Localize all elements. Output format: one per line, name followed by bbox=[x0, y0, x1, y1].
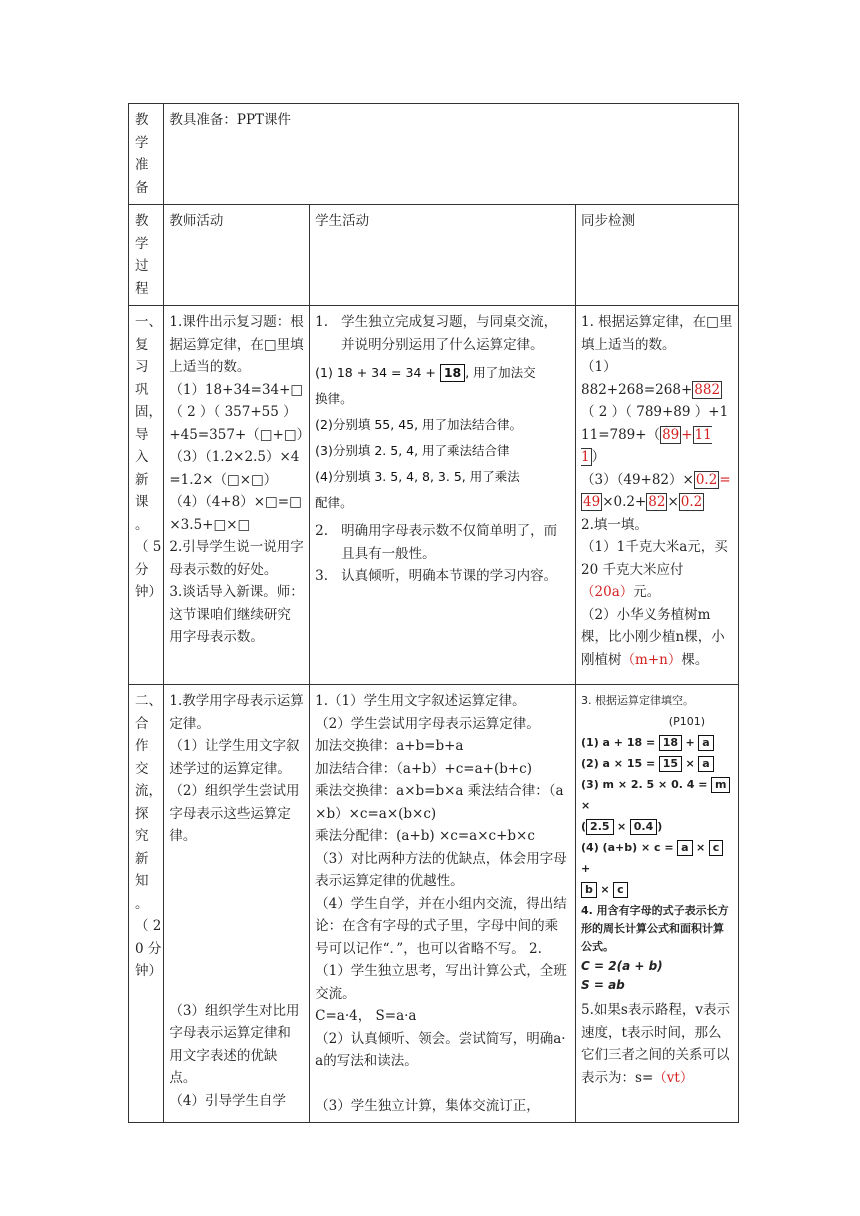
exercise-line bbox=[581, 753, 733, 774]
answer-text: （20a） bbox=[581, 584, 634, 600]
q-text: × bbox=[667, 494, 679, 510]
section1-label-char: 习 bbox=[135, 359, 149, 375]
q-text: = bbox=[719, 471, 731, 488]
lesson-plan-table bbox=[128, 103, 739, 1123]
q-text: （1）1千克大米a元，买 20 千克大米应付 bbox=[581, 539, 728, 578]
ex-text: ( bbox=[581, 820, 587, 833]
teacher-header-cell bbox=[164, 205, 310, 306]
section1-label-char: 固， bbox=[135, 404, 162, 420]
sync-check-header: 同步检测 bbox=[581, 213, 636, 229]
exercise-page: (P101) bbox=[668, 715, 705, 728]
item-text: 明确用字母表示数不仅简单明了，而且具有一般性。 bbox=[341, 523, 558, 562]
section2-student-cell bbox=[310, 685, 576, 1123]
process-label-char: 过 bbox=[135, 258, 149, 274]
section2-label-char: 。 bbox=[135, 895, 149, 912]
exercise-line bbox=[581, 732, 733, 753]
q-text: ×0.2+ bbox=[602, 494, 647, 510]
exercise-line bbox=[581, 837, 733, 879]
section1-row bbox=[129, 306, 739, 685]
exercise-line bbox=[581, 879, 733, 900]
prep-label-char: 备 bbox=[135, 179, 149, 196]
teacher-item: （2）组织学生尝试用字母表示这些运算定律。 bbox=[169, 783, 300, 844]
check-q2-2 bbox=[581, 604, 733, 672]
student-item: 加法结合律：（a+b）+c=a+(b+c) bbox=[315, 760, 532, 777]
section2-label-char: 探 bbox=[135, 805, 149, 822]
answer-line: (3)分别填 2. 5, 4, 用了乘法结合律 bbox=[315, 443, 510, 458]
answer-image bbox=[315, 360, 570, 516]
prep-label-char: 学 bbox=[135, 134, 149, 151]
section2-label-char: 究 bbox=[135, 828, 149, 844]
q-text: （2）小华义务植树m棵，比小刚少植n棵，小刚植树 bbox=[581, 606, 725, 668]
ex-text: (4) (a+b) × c = bbox=[581, 841, 674, 854]
answer-box: 49 bbox=[583, 494, 601, 510]
teacher-activity-header: 教师活动 bbox=[169, 213, 224, 229]
answer-line: (2)分别填 55, 45, 用了加法结合律。 bbox=[315, 417, 523, 432]
section2-label-char: 二、 bbox=[135, 693, 162, 709]
answer-line: (4)分别填 3. 5, 4, 8, 3. 5, 用了乘法 bbox=[315, 469, 520, 484]
check-q5 bbox=[581, 999, 733, 1089]
process-label-char: 学 bbox=[135, 235, 149, 252]
q-text: 882+268=268+ bbox=[581, 381, 693, 398]
ex-text: + bbox=[685, 736, 695, 749]
student-item-3 bbox=[315, 565, 570, 588]
section1-label-char: 入 bbox=[135, 449, 149, 465]
teacher-item: （1）18+34=34+□ bbox=[169, 381, 304, 398]
answer-text: （m+n） bbox=[621, 651, 682, 668]
formula-area: S = ab bbox=[581, 978, 625, 992]
answer-text: (1) 18 + 34 = 34 + bbox=[315, 365, 436, 380]
ex-text: × bbox=[581, 799, 591, 812]
section2-check-cell bbox=[576, 685, 739, 1123]
teacher-item: 1.教学用字母表示运算定律。 bbox=[169, 693, 304, 732]
section1-label-char: 复 bbox=[135, 336, 149, 353]
section2-label-char: 合 bbox=[135, 715, 149, 732]
exercise-box: 18 bbox=[659, 735, 682, 751]
section2-label-char: 交 bbox=[135, 760, 149, 777]
section1-label-char: 巩 bbox=[135, 381, 149, 398]
section2-label-char: 钟） bbox=[135, 963, 162, 979]
check-q1-2 bbox=[581, 401, 733, 469]
exercise-box: a bbox=[698, 735, 713, 751]
check-q1-1 bbox=[581, 379, 733, 402]
item-number: 3. bbox=[315, 568, 329, 584]
item-number: 1. bbox=[315, 314, 329, 330]
section1-label-char: 导 bbox=[135, 426, 149, 443]
section2-label-char: 0 分 bbox=[135, 940, 162, 957]
ex-text: (2) a × 15 = bbox=[581, 757, 656, 770]
answer-line bbox=[315, 360, 570, 386]
teacher-item: （ 2 ）（ 357+55 ）+45=357+（□+□） bbox=[169, 404, 311, 443]
ex-text: × bbox=[600, 883, 610, 896]
ex-text: (3) m × 2. 5 × 0. 4 = bbox=[581, 778, 708, 791]
section2-label-char: 新 bbox=[135, 850, 149, 867]
check-q1-1-label: （1） bbox=[581, 359, 617, 375]
exercise-image bbox=[581, 690, 733, 993]
section1-label-char: 分 bbox=[135, 561, 149, 578]
student-item: 加法交换律：a+b=b+a bbox=[315, 738, 464, 754]
ex-text: × bbox=[685, 757, 695, 770]
exercise-line bbox=[581, 774, 733, 816]
exercise-box: a bbox=[677, 840, 692, 856]
section1-teacher-cell bbox=[164, 306, 310, 685]
section2-label-char: 知 bbox=[135, 873, 149, 889]
answer-text: （vt） bbox=[653, 1069, 694, 1086]
q-text: （3）（49+82）× bbox=[581, 471, 694, 488]
prep-content-cell bbox=[164, 104, 739, 205]
process-label-cell bbox=[129, 205, 164, 306]
teacher-item: （4）引导学生自学 bbox=[169, 1092, 286, 1109]
ex-text: ) bbox=[657, 820, 663, 833]
ex-text: × bbox=[696, 841, 706, 854]
check-header-cell bbox=[576, 205, 739, 306]
exercise-line bbox=[581, 816, 733, 837]
teacher-item: （3）组织学生对比用字母表示运算定律和用文字表述的优缺点。 bbox=[169, 1002, 300, 1086]
exercise-title: 3. 根据运算定律填空。 bbox=[581, 694, 695, 707]
section1-check-cell bbox=[576, 306, 739, 685]
student-item: 乘法交换律：a×b=b×a 乘法结合律：（a×b）×c=a×(b×c) bbox=[315, 783, 564, 822]
check-q2-1 bbox=[581, 536, 733, 604]
student-item-2 bbox=[315, 520, 570, 565]
q-text: + bbox=[681, 426, 693, 443]
q-text: （ 2 ）（ 789+89 ）+111=789+（ bbox=[581, 404, 729, 443]
item-number: 2. bbox=[315, 523, 329, 539]
answer-box: 82 bbox=[648, 494, 666, 510]
item-text: 认真倾听，明确本节课的学习内容。 bbox=[341, 568, 558, 584]
answer-box: 18 bbox=[440, 364, 465, 382]
student-item: （2）认真倾听、领会。尝试简写，明确a·a的写法和读法。 bbox=[315, 1030, 566, 1069]
teacher-item: （1）让学生用文字叙述学过的运算定律。 bbox=[169, 738, 300, 777]
ex-text: × bbox=[617, 820, 627, 833]
formula-perimeter: C = 2(a + b) bbox=[581, 959, 663, 973]
exercise-box: m bbox=[711, 777, 730, 793]
section1-label-char: 。 bbox=[135, 516, 149, 533]
student-item-1 bbox=[315, 311, 570, 356]
exercise-box: c bbox=[709, 840, 724, 856]
section2-row bbox=[129, 685, 739, 1123]
exercise-box: 15 bbox=[659, 756, 682, 772]
student-item: （2）学生尝试用字母表示运算定律。 bbox=[315, 715, 540, 732]
q-text: 5.如果s表示路程，v表示速度，t表示时间，那么它们三者之间的关系可以表示为：s= bbox=[581, 1002, 730, 1086]
prep-label-cell bbox=[129, 104, 164, 205]
check-q1: 1. 根据运算定律，在□里填上适当的数。 bbox=[581, 314, 733, 353]
student-item: （4）学生自学，并在小组内交流，得出结论：在含有字母的式子里，字母中间的乘号可以记作“．”，也可以省略不写。 2.（1）学生独立思考，写出计算公式，全班交流。 bbox=[315, 895, 567, 1002]
q-text: 棵。 bbox=[681, 651, 709, 668]
exercise-box: a bbox=[698, 756, 713, 772]
student-item: （3）对比两种方法的优缺点，体会用字母表示运算定律的优越性。 bbox=[315, 850, 567, 889]
answer-text: , 用了加法交 bbox=[465, 365, 536, 380]
ex-text: + bbox=[581, 862, 591, 875]
teacher-item: （4）（4+8）×□=□×3.5+□×□ bbox=[169, 494, 302, 533]
teacher-item: 2.引导学生说一说用字母表示数的好处。 bbox=[169, 539, 304, 578]
student-activity-header: 学生活动 bbox=[315, 213, 370, 229]
teacher-item: 1.课件出示复习题：根据运算定律，在□里填上适当的数。 bbox=[169, 314, 304, 375]
section2-teacher-cell bbox=[164, 685, 310, 1123]
section2-label-char: （ 2 bbox=[135, 918, 162, 934]
section1-label-cell bbox=[129, 306, 164, 685]
student-item: C=a·4， S=a·a bbox=[315, 1008, 417, 1024]
exercise-box: b bbox=[581, 882, 597, 898]
prep-content: 教具准备：PPT课件 bbox=[169, 112, 292, 128]
section2-label-cell bbox=[129, 685, 164, 1123]
section2-label-char: 流， bbox=[135, 783, 162, 799]
answer-box: 0.2 bbox=[680, 494, 703, 510]
section1-label-char: 一、 bbox=[135, 314, 162, 330]
answer-line: 换律。 bbox=[315, 391, 353, 406]
section1-label-char: （ 5 bbox=[135, 539, 162, 555]
process-label-char: 程 bbox=[135, 280, 149, 297]
item-text: 学生独立完成复习题，与同桌交流，并说明分别运用了什么运算定律。 bbox=[341, 314, 558, 353]
teacher-item: 3.谈话导入新课。师：这节课咱们继续研究用字母表示数。 bbox=[169, 584, 304, 645]
section1-label-char: 钟） bbox=[135, 584, 162, 600]
section1-label-char: 新 bbox=[135, 471, 149, 488]
student-item: （3）学生独立计算，集体交流订正， bbox=[315, 1097, 540, 1114]
process-header-row bbox=[129, 205, 739, 306]
answer-box: 882 bbox=[694, 381, 721, 398]
exercise-box: 2.5 bbox=[586, 819, 614, 835]
answer-line: 配律。 bbox=[315, 495, 353, 510]
answer-box: 111 bbox=[581, 426, 712, 465]
exercise-q4: 4. 用含有字母的式子表示长方形的周长计算公式和面积计算公式。 bbox=[581, 904, 729, 953]
ex-text: (1) a + 18 = bbox=[581, 736, 656, 749]
prep-label-char: 教 bbox=[135, 112, 149, 128]
section1-student-cell bbox=[310, 306, 576, 685]
teacher-item: （3）（1.2×2.5）×4=1.2×（□×□） bbox=[169, 449, 300, 488]
section1-label-char: 课 bbox=[135, 494, 149, 510]
student-item: 乘法分配律：(a+b) ×c=a×c+b×c bbox=[315, 828, 535, 844]
q-text: ） bbox=[591, 449, 606, 465]
teacher-spacer bbox=[169, 848, 304, 1000]
student-header-cell bbox=[310, 205, 576, 306]
student-item: 1.（1）学生用文字叙述运算定律。 bbox=[315, 693, 526, 709]
process-label-char: 教 bbox=[135, 213, 149, 229]
exercise-box: 0.4 bbox=[630, 819, 658, 835]
student-spacer bbox=[315, 1073, 570, 1095]
section2-label-char: 作 bbox=[135, 738, 149, 754]
check-q2: 2.填一填。 bbox=[581, 516, 648, 533]
prep-row bbox=[129, 104, 739, 205]
exercise-box: c bbox=[613, 882, 628, 898]
prep-label-char: 准 bbox=[135, 157, 149, 173]
answer-box: 0.2 bbox=[695, 471, 718, 488]
q-text: 元。 bbox=[633, 584, 661, 600]
answer-box: 89 bbox=[662, 426, 680, 443]
check-q1-3 bbox=[581, 469, 733, 514]
